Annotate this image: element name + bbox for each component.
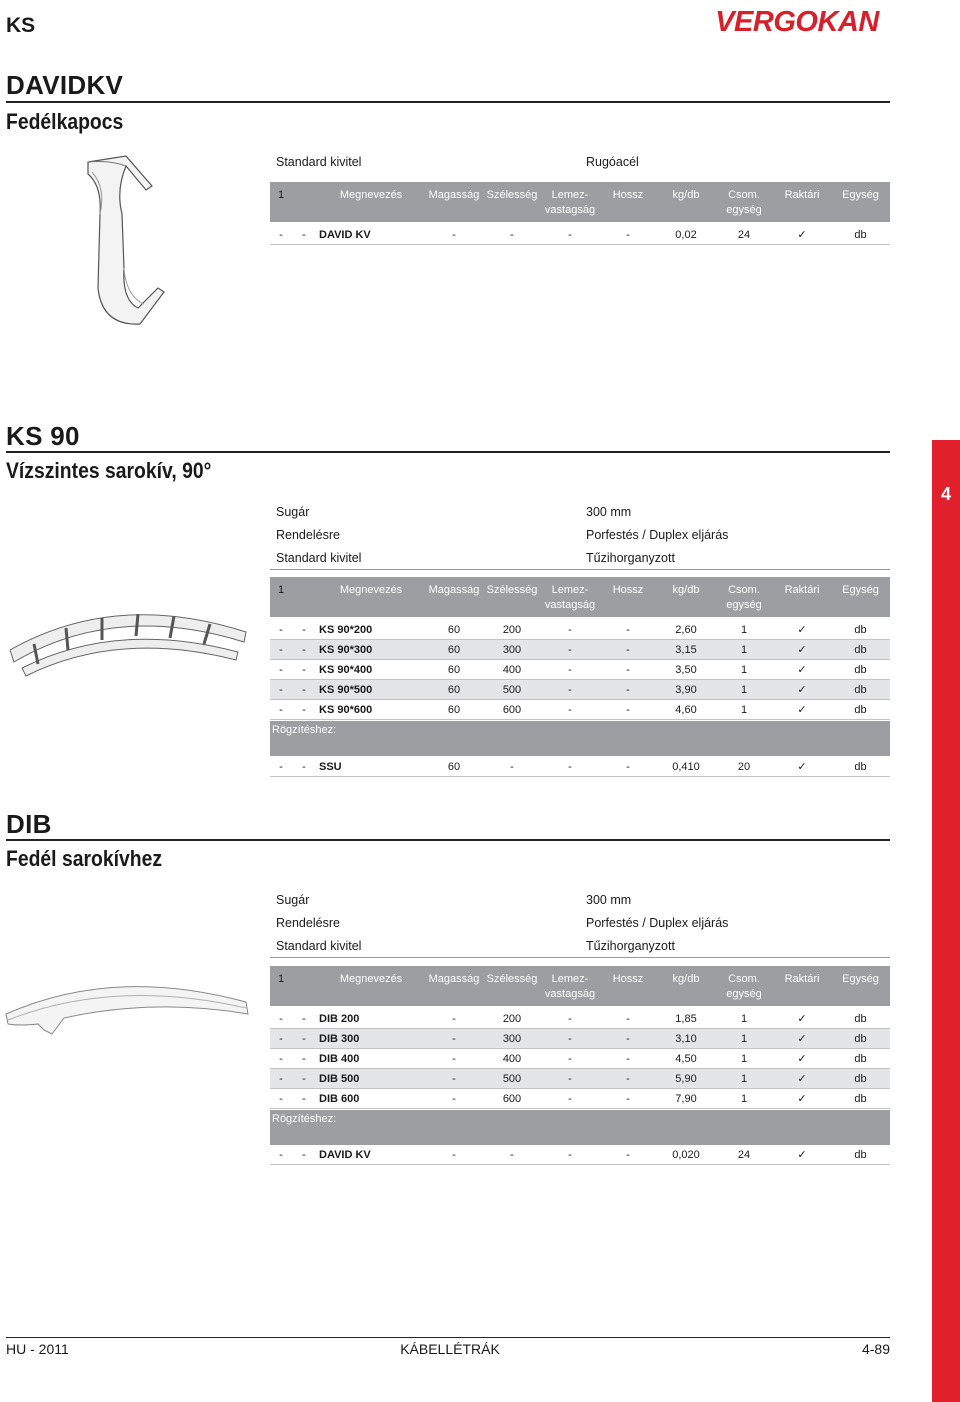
stock-check-icon: ✓ [797, 1013, 807, 1025]
spec-row [270, 936, 890, 958]
col-unit: Egység [842, 189, 879, 201]
table-cell: - [568, 229, 572, 241]
table-cell: 3,10 [675, 1033, 697, 1045]
table-cell: - [279, 684, 283, 696]
table-cell: - [302, 229, 306, 241]
section-subtitle-ks90: Vízszintes sarokív, 90° [6, 458, 212, 483]
table-cell: 24 [737, 1149, 751, 1161]
table-cell: 1 [740, 1033, 748, 1045]
table-cell: - [302, 1033, 306, 1045]
table-row [270, 680, 890, 700]
table-cell: 2,60 [675, 624, 697, 636]
table-cell: 1 [740, 1093, 748, 1105]
section-code-davidkv: DAVIDKV [6, 70, 124, 100]
table-cell: - [510, 229, 514, 241]
table-row [270, 225, 890, 245]
table-cell: KS 90*500 [319, 684, 373, 696]
table-cell: 3,15 [675, 644, 697, 656]
spec-value: 300 mm [586, 505, 632, 519]
table-cell: vastagság [544, 204, 596, 216]
fixing-accessories-bar [270, 721, 890, 756]
table-dib [270, 966, 890, 1166]
table-row [270, 640, 890, 660]
table-cell: 200 [502, 1013, 522, 1025]
spec-label: Standard kivitel [276, 155, 362, 169]
table-cell: 400 [502, 1053, 522, 1065]
table-cell: - [279, 1033, 283, 1045]
table-cell: 1 [740, 1013, 748, 1025]
spec-block-davidkv [270, 152, 890, 176]
spec-label: Rendelésre [276, 528, 340, 542]
table-cell: - [626, 624, 630, 636]
table-cell: - [279, 644, 283, 656]
table-cell: - [568, 644, 572, 656]
table-cell: Lemez- [551, 584, 589, 596]
table-davidkv [270, 182, 890, 246]
section-subtitle-dib: Fedél sarokívhez [6, 846, 163, 871]
table-cell: 1 [740, 644, 748, 656]
table-cell: - [568, 704, 572, 716]
table-cell: 1 [740, 1053, 748, 1065]
table-cell: 500 [502, 1073, 522, 1085]
table-cell: KS 90*600 [319, 704, 373, 716]
table-cell: - [302, 1093, 306, 1105]
spec-row [270, 890, 890, 912]
spec-value: 300 mm [586, 893, 632, 907]
table-cell: - [302, 684, 306, 696]
table-cell: - [568, 1093, 572, 1105]
table-cell: KS 90*200 [319, 624, 373, 636]
chapter-number: 4 [940, 484, 951, 504]
table-cell: - [626, 1073, 630, 1085]
table-cell: - [626, 1033, 630, 1045]
table-cell: db [854, 624, 867, 636]
table-cell: vastagság [544, 599, 596, 611]
table-cell: - [279, 1149, 283, 1161]
table-cell: 7,90 [675, 1093, 697, 1105]
spec-value: Rugóacél [586, 155, 639, 169]
spec-row [270, 913, 890, 935]
spec-block-dib [270, 890, 890, 960]
table-cell: - [279, 1053, 283, 1065]
footer-chapter: KÁBELLÉTRÁK [400, 1341, 500, 1357]
col-pack [715, 188, 773, 218]
section-rule [6, 101, 890, 103]
table-cell: KS 90*300 [319, 644, 373, 656]
spec-label: Rendelésre [276, 916, 340, 930]
table-cell: DAVID KV [319, 1149, 371, 1161]
stock-check-icon: ✓ [797, 1149, 807, 1161]
fixing-label: Rögzítéshez: [272, 724, 337, 736]
table-cell: - [302, 644, 306, 656]
table-cell: db [854, 1013, 867, 1025]
table-cell: Csom. [728, 584, 760, 596]
table-cell: - [568, 664, 572, 676]
table-cell: Csom. [728, 973, 760, 985]
table-cell: - [626, 1149, 630, 1161]
col-width: Szélesség [486, 189, 538, 201]
table-cell: - [626, 704, 630, 716]
stock-check-icon: ✓ [797, 761, 807, 773]
table-cell: - [279, 229, 283, 241]
table-cell: DIB 600 [319, 1093, 360, 1105]
table-cell: - [279, 1013, 283, 1025]
table-cell: db [854, 1073, 867, 1085]
spec-label: Sugár [276, 505, 310, 519]
table-row [270, 1029, 890, 1049]
table-header: 1 Megnevezés Magasság Szélesség Lemez- vastagság Hossz kg/db Csom. egység Raktári Egység [270, 966, 890, 1006]
table-cell: 600 [502, 704, 522, 716]
table-cell: - [279, 624, 283, 636]
stock-check-icon: ✓ [797, 644, 807, 656]
table-cell: 20 [737, 761, 751, 773]
section-code-ks90: KS 90 [6, 421, 80, 451]
table-cell: - [452, 1093, 456, 1105]
table-cell: 500 [502, 684, 522, 696]
table-cell: - [452, 1073, 456, 1085]
table-cell: 0,020 [672, 1149, 700, 1161]
table-cell: 60 [447, 684, 461, 696]
spec-value: Porfestés / Duplex eljárás [586, 528, 729, 542]
table-cell: - [568, 624, 572, 636]
table-cell: - [626, 1053, 630, 1065]
table-cell: - [568, 1013, 572, 1025]
table-cell: Lemez- [551, 973, 589, 985]
table-row [270, 620, 890, 640]
stock-check-icon: ✓ [797, 1053, 807, 1065]
table-cell: 60 [447, 644, 461, 656]
table-cell: - [568, 1033, 572, 1045]
table-cell: - [302, 624, 306, 636]
stock-check-icon: ✓ [797, 684, 807, 696]
table-cell: 60 [447, 664, 461, 676]
col-weight: kg/db [672, 189, 700, 201]
table-cell: - [568, 761, 572, 773]
vergokan-logo [702, 6, 892, 34]
table-cell: - [302, 1149, 306, 1161]
spec-label: Standard kivitel [276, 551, 362, 565]
table-cell: egység [726, 988, 762, 1000]
table-cell: SSU [319, 761, 342, 773]
table-cell: db [854, 761, 867, 773]
col-stock: Raktári [784, 189, 820, 201]
table-cell: - [302, 704, 306, 716]
table-cell: egység [726, 204, 762, 216]
ks90-ladder-bend-illustration [6, 598, 251, 678]
table-cell: 200 [502, 624, 522, 636]
table-cell: - [626, 664, 630, 676]
stock-check-icon: ✓ [797, 1093, 807, 1105]
table-cell: db [854, 229, 867, 241]
table-cell: - [568, 1149, 572, 1161]
table-cell: 4,50 [675, 1053, 697, 1065]
table-cell: egység [726, 599, 762, 611]
table-cell: 4,60 [675, 704, 697, 716]
table-cell: 24 [737, 229, 751, 241]
table-cell: - [568, 684, 572, 696]
spec-row [270, 525, 890, 547]
dib-cover-illustration [4, 980, 249, 1040]
table-cell: - [452, 229, 456, 241]
table-cell: - [279, 1073, 283, 1085]
table-cell: - [279, 761, 283, 773]
section-rule [6, 839, 890, 841]
table-cell: - [279, 664, 283, 676]
table-cell: db [854, 684, 867, 696]
table-cell: KS 90*400 [319, 664, 373, 676]
table-row [270, 700, 890, 720]
stock-check-icon: ✓ [797, 229, 807, 241]
table-row [270, 757, 890, 777]
spec-value: Tűzihorganyzott [586, 551, 675, 565]
spec-row [270, 502, 890, 524]
table-cell: DIB 200 [319, 1013, 360, 1025]
table-cell: DIB 500 [319, 1073, 360, 1085]
table-cell: db [854, 644, 867, 656]
table-cell: db [854, 1093, 867, 1105]
table-cell: 0,410 [672, 761, 700, 773]
stock-check-icon: ✓ [797, 704, 807, 716]
spec-label: Standard kivitel [276, 939, 362, 953]
table-cell: 600 [502, 1093, 522, 1105]
table-cell: 1 [740, 624, 748, 636]
spec-block-ks90 [270, 502, 890, 572]
table-cell: 1,85 [675, 1013, 697, 1025]
table-cell: 1 [740, 684, 748, 696]
table-cell: DIB 300 [319, 1033, 360, 1045]
table-cell: - [626, 1093, 630, 1105]
footer-rule [6, 1337, 890, 1338]
table-cell: 3,90 [675, 684, 697, 696]
fixing-accessories-bar [270, 1110, 890, 1145]
table-cell: - [452, 1149, 456, 1161]
table-cell: - [568, 1073, 572, 1085]
fixing-label: Rögzítéshez: [272, 1113, 337, 1125]
stock-check-icon: ✓ [797, 1033, 807, 1045]
stock-check-icon: ✓ [797, 624, 807, 636]
spec-row [270, 152, 890, 174]
table-cell: db [854, 1149, 867, 1161]
col-thickness [541, 188, 599, 218]
table-row [270, 1009, 890, 1029]
table-cell: db [854, 664, 867, 676]
table-cell: Csom. [728, 189, 760, 201]
table-cell: - [626, 761, 630, 773]
col-length: Hossz [612, 189, 644, 201]
table-cell: vastagság [544, 988, 596, 1000]
table-ks90 [270, 577, 890, 777]
table-cell: 1 [740, 1073, 748, 1085]
table-cell: DIB 400 [319, 1053, 360, 1065]
table-header [270, 182, 890, 222]
table-cell: - [452, 1053, 456, 1065]
table-cell: 400 [502, 664, 522, 676]
table-cell: - [302, 761, 306, 773]
table-row [270, 1089, 890, 1109]
table-cell: - [279, 704, 283, 716]
table-cell: - [510, 1149, 514, 1161]
table-cell: 1 [740, 664, 748, 676]
table-cell: 1 [740, 704, 748, 716]
col-height: Magasság [428, 189, 480, 201]
table-cell: db [854, 1053, 867, 1065]
davidkv-clip-illustration [80, 150, 170, 330]
table-cell: db [854, 704, 867, 716]
spec-value: Tűzihorganyzott [586, 939, 675, 953]
table-cell: db [854, 1033, 867, 1045]
table-cell: 60 [447, 761, 461, 773]
table-row [270, 660, 890, 680]
table-cell: - [626, 644, 630, 656]
table-cell: 300 [502, 1033, 522, 1045]
table-cell: - [302, 1073, 306, 1085]
table-cell: DAVID KV [319, 229, 371, 241]
chapter-tab [932, 440, 960, 1402]
section-subtitle-davidkv: Fedélkapocs [6, 109, 124, 134]
table-cell: - [302, 664, 306, 676]
spec-row [270, 548, 890, 570]
section-rule [6, 451, 890, 453]
table-cell: - [302, 1053, 306, 1065]
table-cell: - [568, 1053, 572, 1065]
table-cell: - [302, 1013, 306, 1025]
col-name: Megnevezés [339, 189, 403, 201]
section-code-dib: DIB [6, 809, 52, 839]
table-cell: - [279, 1093, 283, 1105]
stock-check-icon: ✓ [797, 1073, 807, 1085]
table-cell: - [626, 1013, 630, 1025]
table-row [270, 1069, 890, 1089]
table-cell: - [626, 684, 630, 696]
table-cell: - [510, 761, 514, 773]
table-cell: 5,90 [675, 1073, 697, 1085]
table-cell: - [626, 229, 630, 241]
page-category-code: KS [6, 14, 36, 37]
table-row [270, 1049, 890, 1069]
logo-text: VERGOKAN [715, 6, 879, 34]
table-row [270, 1145, 890, 1165]
table-cell: - [452, 1013, 456, 1025]
table-header: 1 Megnevezés Magasság Szélesség Lemez- vastagság Hossz kg/db Csom. egység Raktári Egység [270, 577, 890, 617]
table-cell: 60 [447, 624, 461, 636]
spec-label: Sugár [276, 893, 310, 907]
spec-value: Porfestés / Duplex eljárás [586, 916, 729, 930]
table-cell: 60 [447, 704, 461, 716]
table-cell: 0,02 [675, 229, 697, 241]
footer-edition: HU - 2011 [6, 1341, 69, 1357]
stock-check-icon: ✓ [797, 664, 807, 676]
col-index: 1 [277, 189, 285, 201]
table-cell: Lemez- [551, 189, 589, 201]
table-cell: 300 [502, 644, 522, 656]
footer-page-number: 4-89 [861, 1341, 890, 1357]
table-cell: 3,50 [675, 664, 697, 676]
table-cell: - [452, 1033, 456, 1045]
